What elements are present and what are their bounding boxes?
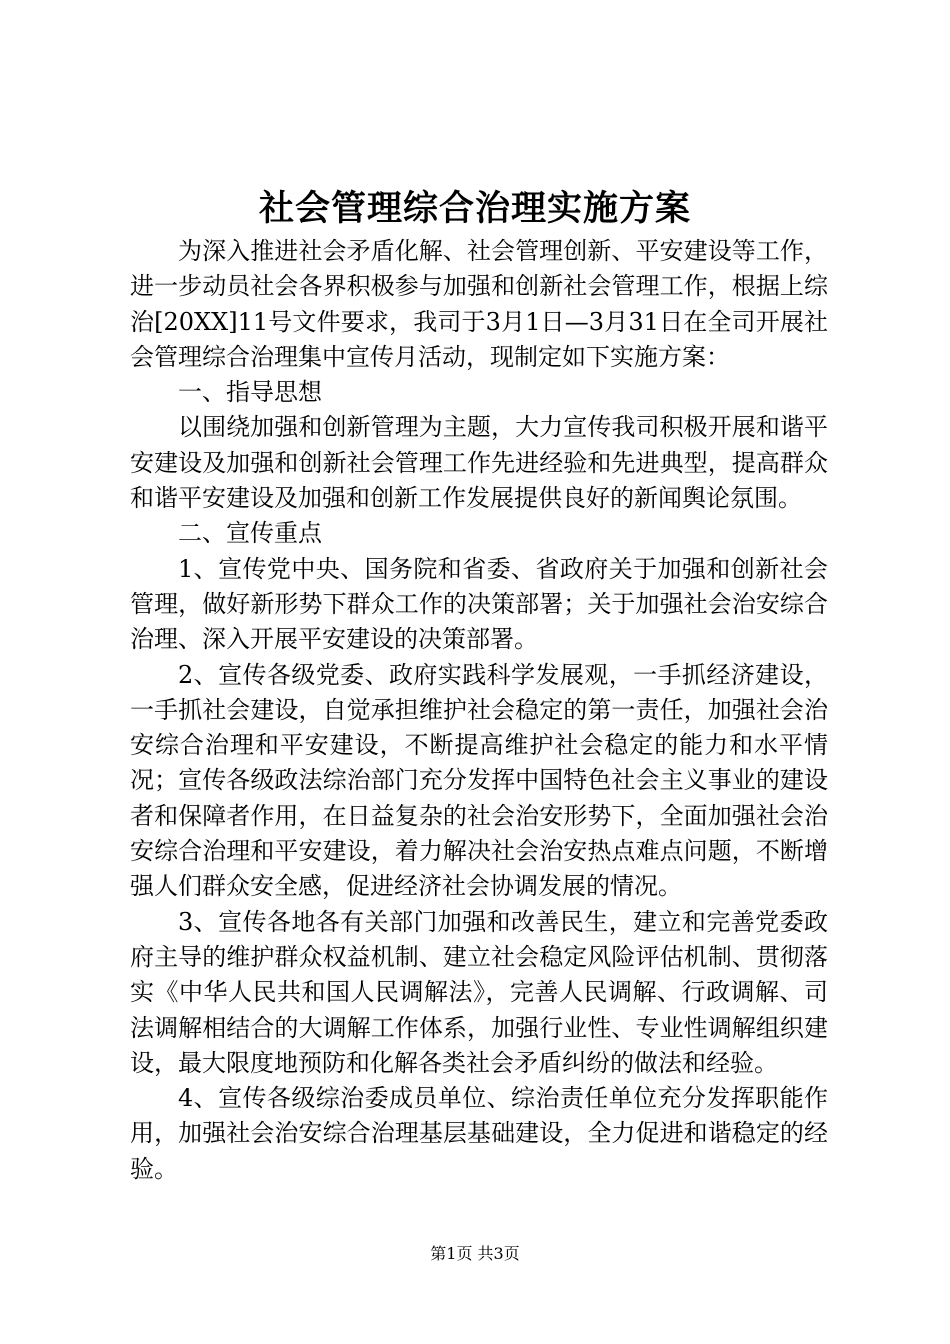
focus-item-2: 2、宣传各级党委、政府实践科学发展观，一手抓经济建设，一手抓社会建设，自觉承担维护社会稳定的第一责任，加强社会治安综合治理和平安建设，不断提高维护社会稳定的能力和水平情况；宣传各级政法综治部门充分发挥中国特色社会主义事业的建设者和保障者作用，在日益复杂的社会治安形势下，全面加强社会治安综合治理和平安建设，着力解决社会治安热点难点问题，不断增强人们群众安全感，促进经济社会协调发展的情况。 xyxy=(130,660,828,901)
section-heading-publicity-focus: 二、宣传重点 xyxy=(178,519,322,548)
document-body xyxy=(130,234,828,1187)
focus-item-3: 3、宣传各地各有关部门加强和改善民生，建立和完善党委政府主导的维护群众权益机制、建立社会稳定风险评估机制、贯彻落实《中华人民共和国人民调解法》，完善人民调解、行政调解、司法调解相结合的大调解工作体系，加强行业性、专业性调解组织建设，最大限度地预防和化解各类社会矛盾纠纷的做法和经验。 xyxy=(130,907,828,1077)
page-footer: 第1页 共3页 xyxy=(430,1244,520,1263)
intro-paragraph: 为深入推进社会矛盾化解、社会管理创新、平安建设等工作，进一步动员社会各界积极参与加强和创新社会管理工作，根据上综治[20XX]11号文件要求，我司于3月1日—3月31日在全司开展社会管理综合治理集中宣传月活动，现制定如下实施方案： xyxy=(130,237,828,371)
document-title: 社会管理综合治理实施方案 xyxy=(258,188,691,229)
focus-item-4: 4、宣传各级综治委成员单位、综治责任单位充分发挥职能作用，加强社会治安综合治理基层基础建设，全力促进和谐稳定的经验。 xyxy=(130,1084,828,1183)
guiding-ideology-paragraph: 以围绕加强和创新管理为主题，大力宣传我司积极开展和谐平安建设及加强和创新社会管理工作先进经验和先进典型，提高群众和谐平安建设及加强和创新工作发展提供良好的新闻舆论氛围。 xyxy=(130,413,828,513)
focus-item-1: 1、宣传党中央、国务院和省委、省政府关于加强和创新社会管理，做好新形势下群众工作的决策部署；关于加强社会治安综合治理、深入开展平安建设的决策部署。 xyxy=(130,554,828,654)
section-heading-guiding-ideology: 一、指导思想 xyxy=(178,378,322,407)
